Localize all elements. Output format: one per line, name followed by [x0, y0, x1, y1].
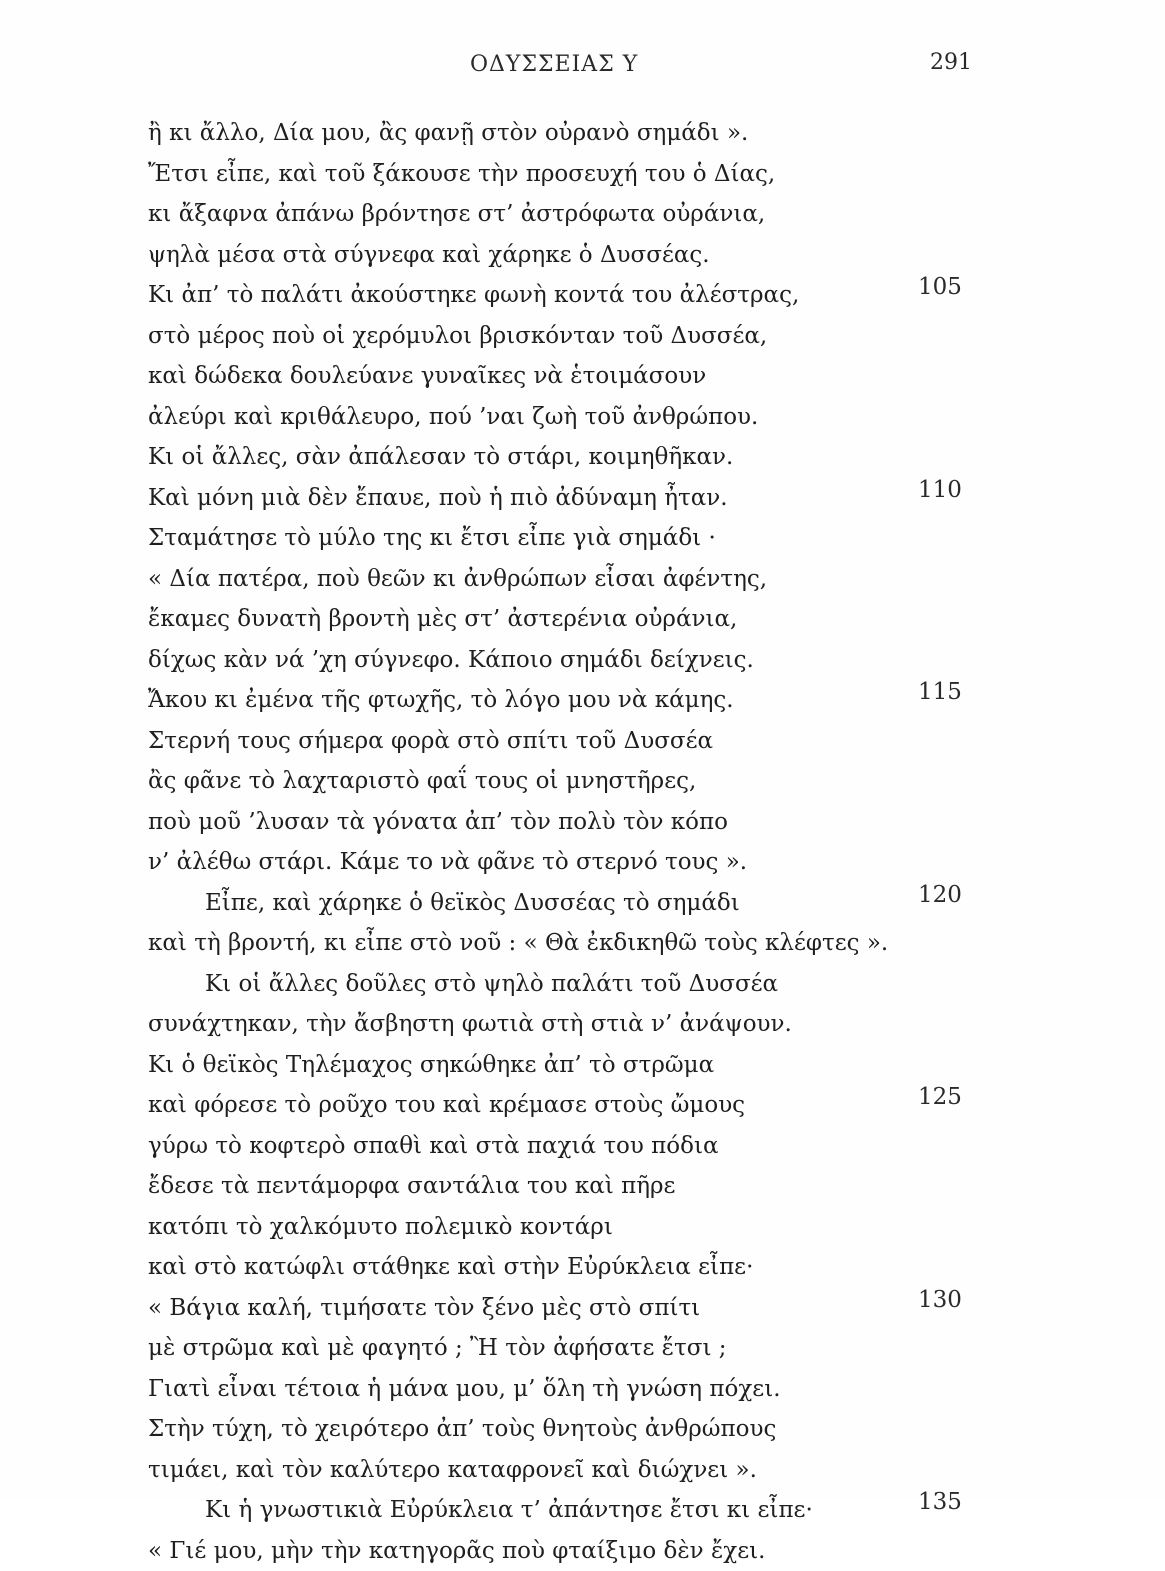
- verse-text: γύρω τὸ κοφτερὸ σπαθὶ καὶ στὰ παχιά του πόδια: [148, 1126, 719, 1167]
- verse-line: [0, 1207, 1165, 1248]
- verse-line: [0, 397, 1165, 438]
- verse-line: [0, 316, 1165, 357]
- verse-text: « Δία πατέρα, ποὺ θεῶν κι ἀνθρώπων εἶσαι ἀφέντης,: [148, 559, 767, 600]
- verse-text: ψηλὰ μέσα στὰ σύγνεφα καὶ χάρηκε ὁ Δυσσέας.: [148, 235, 710, 276]
- verse-text: συνάχτηκαν, τὴν ἄσβηστη φωτιὰ στὴ στιὰ ν’ ἀνάψουν.: [148, 1004, 792, 1045]
- verse-line: [0, 761, 1165, 802]
- verse-text: ἂς φᾶνε τὸ λαχταριστὸ φαΐ τους οἱ μνηστῆρες,: [148, 761, 696, 802]
- verse-line: [0, 113, 1165, 154]
- verse-text: Στερνή τους σήμερα φορὰ στὸ σπίτι τοῦ Δυσσέα: [148, 721, 713, 762]
- verse-text: ἢ κι ἄλλο, Δία μου, ἂς φανῇ στὸν οὐρανὸ σημάδι ».: [148, 113, 748, 154]
- running-head: [0, 44, 1165, 80]
- verse-line: [0, 1166, 1165, 1207]
- verse-line: [0, 802, 1165, 843]
- verse-text: Ἔτσι εἶπε, καὶ τοῦ ξάκουσε τὴν προσευχή του ὁ Δίας,: [148, 154, 775, 195]
- verse-text: καὶ τὴ βροντή, κι εἶπε στὸ νοῦ : « Θὰ ἐκδικηθῶ τοὺς κλέφτες ».: [148, 923, 888, 964]
- verse-line: [0, 194, 1165, 235]
- verse-line: [0, 1085, 1165, 1126]
- verse-line: [0, 275, 1165, 316]
- verse-text: Καὶ μόνη μιὰ δὲν ἔπαυε, ποὺ ἡ πιὸ ἀδύναμη ἦταν.: [148, 478, 728, 519]
- verse-text: « Βάγια καλή, τιμήσατε τὸν ξένο μὲς στὸ σπίτι: [148, 1288, 700, 1329]
- verse-text: Εἶπε, καὶ χάρηκε ὁ θεϊκὸς Δυσσέας τὸ σημάδι: [205, 883, 740, 924]
- verse-line: [0, 1531, 1165, 1571]
- verse-text: Στὴν τύχη, τὸ χειρότερο ἀπ’ τοὺς θνητοὺς ἀνθρώπους: [148, 1409, 776, 1450]
- verse-text: καὶ στὸ κατώφλι στάθηκε καὶ στὴν Εὐρύκλεια εἶπε·: [148, 1247, 753, 1288]
- line-number: 120: [918, 875, 962, 916]
- verse-line: [0, 478, 1165, 519]
- line-number: 105: [918, 267, 962, 308]
- verse-line: [0, 640, 1165, 681]
- verse-text: Κι ὁ θεϊκὸς Τηλέμαχος σηκώθηκε ἀπ’ τὸ στρῶμα: [148, 1045, 714, 1086]
- verse-text: Κι οἱ ἄλλες, σὰν ἀπάλεσαν τὸ στάρι, κοιμηθῆκαν.: [148, 437, 733, 478]
- verse-line: [0, 356, 1165, 397]
- verse-line: [0, 518, 1165, 559]
- verse-text: ποὺ μοῦ ’λυσαν τὰ γόνατα ἀπ’ τὸν πολὺ τὸν κόπο: [148, 802, 728, 843]
- verse-line: [0, 559, 1165, 600]
- verse-text: καὶ φόρεσε τὸ ροῦχο του καὶ κρέμασε στοὺς ὤμους: [148, 1085, 745, 1126]
- line-number: 135: [918, 1482, 962, 1523]
- page-number: 291: [930, 50, 972, 75]
- verse-line: [0, 1409, 1165, 1450]
- verse-text: Ἄκου κι ἐμένα τῆς φτωχῆς, τὸ λόγο μου νὰ κάμης.: [148, 680, 734, 721]
- line-number: 115: [918, 672, 962, 713]
- verse-line: [0, 721, 1165, 762]
- verse-line: [0, 1490, 1165, 1531]
- verse-line: [0, 235, 1165, 276]
- verse-line: [0, 923, 1165, 964]
- verse-text: Σταμάτησε τὸ μύλο της κι ἔτσι εἶπε γιὰ σημάδι ·: [148, 518, 716, 559]
- verse-line: [0, 1045, 1165, 1086]
- line-number: 130: [918, 1280, 962, 1321]
- verse-text: ἀλεύρι καὶ κριθάλευρο, πού ’ναι ζωὴ τοῦ ἀνθρώπου.: [148, 397, 758, 438]
- verse-line: [0, 1247, 1165, 1288]
- verse-text: Κι ἡ γνωστικιὰ Εὐρύκλεια τ’ ἀπάντησε ἔτσι κι εἶπε·: [205, 1490, 813, 1531]
- running-title: ΟΔΥΣΣΕΙΑΣ Υ: [470, 52, 638, 77]
- verse-block: [0, 113, 1165, 1571]
- verse-text: ν’ ἀλέθω στάρι. Κάμε το νὰ φᾶνε τὸ στερνό τους ».: [148, 842, 747, 883]
- verse-line: [0, 1004, 1165, 1045]
- verse-text: κι ἄξαφνα ἀπάνω βρόντησε στ’ ἀστρόφωτα οὐράνια,: [148, 194, 765, 235]
- verse-text: κατόπι τὸ χαλκόμυτο πολεμικὸ κοντάρι: [148, 1207, 613, 1248]
- line-number: 110: [918, 470, 962, 511]
- verse-line: [0, 680, 1165, 721]
- verse-text: ἔδεσε τὰ πεντάμορφα σαντάλια του καὶ πῆρε: [148, 1166, 675, 1207]
- verse-line: [0, 964, 1165, 1005]
- verse-text: τιμάει, καὶ τὸν καλύτερο καταφρονεῖ καὶ διώχνει ».: [148, 1450, 757, 1491]
- verse-line: [0, 437, 1165, 478]
- verse-line: [0, 1369, 1165, 1410]
- verse-text: στὸ μέρος ποὺ οἱ χερόμυλοι βρισκόνταν τοῦ Δυσσέα,: [148, 316, 767, 357]
- verse-line: [0, 842, 1165, 883]
- verse-line: [0, 154, 1165, 195]
- verse-text: δίχως κὰν νά ’χη σύγνεφο. Κάποιο σημάδι δείχνεις.: [148, 640, 754, 681]
- verse-text: ἔκαμες δυνατὴ βροντὴ μὲς στ’ ἀστερένια οὐράνια,: [148, 599, 737, 640]
- verse-text: « Γιέ μου, μὴν τὴν κατηγορᾶς ποὺ φταίξιμο δὲν ἔχει.: [148, 1531, 766, 1571]
- verse-line: [0, 599, 1165, 640]
- verse-line: [0, 883, 1165, 924]
- verse-text: Γιατὶ εἶναι τέτοια ἡ μάνα μου, μ’ ὅλη τὴ γνώση πόχει.: [148, 1369, 781, 1410]
- verse-line: [0, 1288, 1165, 1329]
- verse-text: μὲ στρῶμα καὶ μὲ φαγητό ; Ἢ τὸν ἀφήσατε ἔτσι ;: [148, 1328, 727, 1369]
- verse-line: [0, 1328, 1165, 1369]
- verse-text: Κι οἱ ἄλλες δοῦλες στὸ ψηλὸ παλάτι τοῦ Δυσσέα: [205, 964, 778, 1005]
- verse-text: καὶ δώδεκα δουλεύανε γυναῖκες νὰ ἑτοιμάσουν: [148, 356, 706, 397]
- line-number: 125: [918, 1077, 962, 1118]
- verse-text: Κι ἀπ’ τὸ παλάτι ἀκούστηκε φωνὴ κοντά του ἀλέστρας,: [148, 275, 799, 316]
- verse-line: [0, 1450, 1165, 1491]
- verse-line: [0, 1126, 1165, 1167]
